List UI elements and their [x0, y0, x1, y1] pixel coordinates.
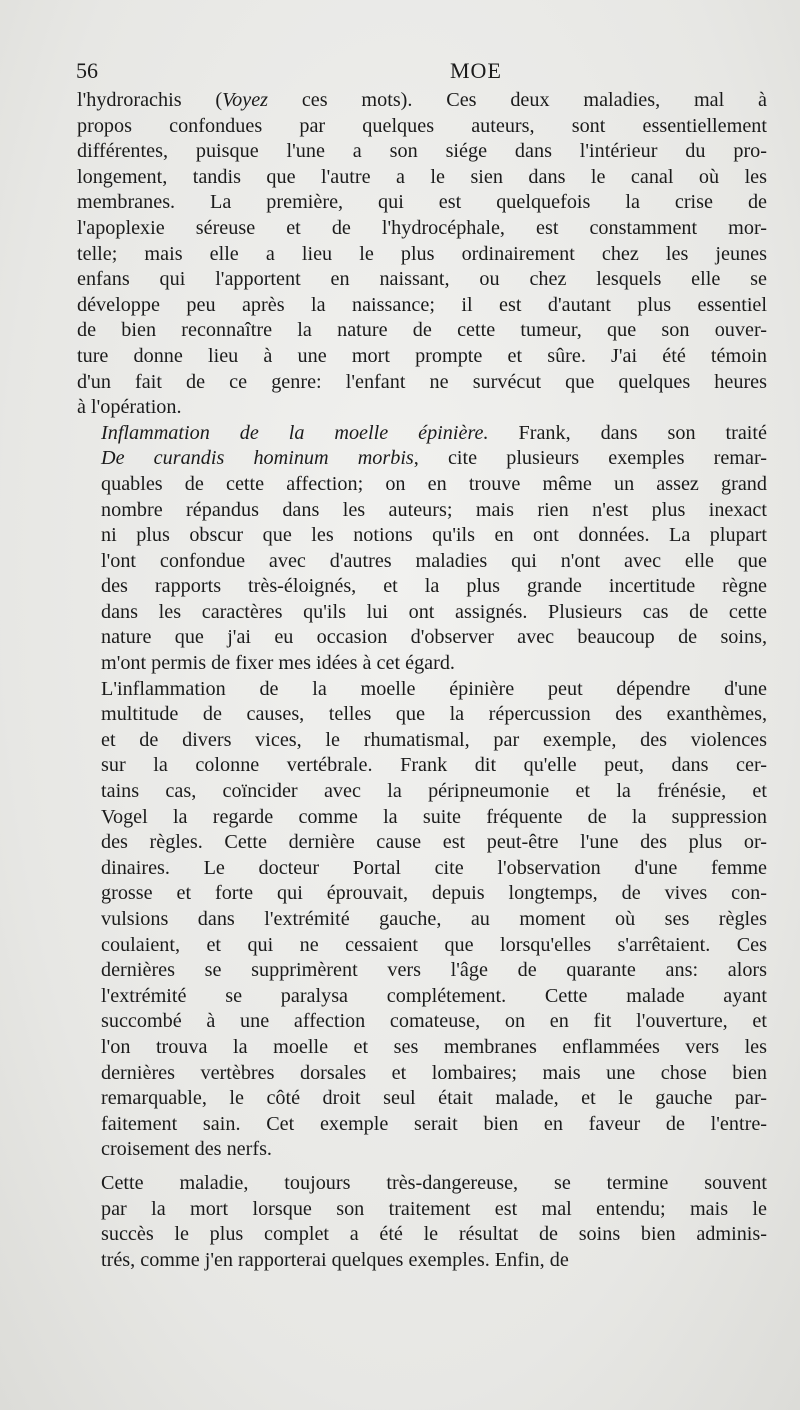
page-header: [76, 58, 760, 88]
text-line: dans les caractères qu'ils lui ont assignés. Plusieurs cas de cette: [101, 600, 767, 623]
text-line: succès le plus complet a été le résultat de soins bien adminis-: [101, 1223, 767, 1246]
text-line: de bien reconnaître la nature de cette tumeur, que son ouver-: [77, 319, 767, 342]
text-line: l'apoplexie séreuse et de l'hydrocéphale, est constamment mor-: [77, 216, 767, 239]
text-line: Vogel la regarde comme la suite fréquente de la suppression: [101, 805, 767, 828]
text-line: dernières se supprimèrent vers l'âge de quarante ans: alors: [101, 959, 767, 982]
text-line: longement, tandis que l'autre a le sien dans le canal où les: [77, 165, 767, 188]
text-line: telle; mais elle a lieu le plus ordinairement chez les jeunes: [77, 242, 767, 265]
text-line: croisement des nerfs.: [101, 1138, 272, 1161]
text-line: coulaient, et qui ne cessaient que lorsqu'elles s'arrêtaient. Ces: [101, 933, 767, 956]
paragraph-inflammation-heading: [77, 421, 767, 677]
text-line: dinaires. Le docteur Portal cite l'observation d'une femme: [101, 856, 767, 879]
paragraph-hydrorachis: [77, 88, 767, 421]
text-line: l'ont confondue avec d'autres maladies qui n'ont avec elle que: [101, 549, 767, 572]
text-line: trés, comme j'en rapporterai quelques exemples. Enfin, de: [101, 1248, 569, 1271]
text-line: succombé à une affection comateuse, on en fit l'ouverture, et: [101, 1010, 767, 1033]
paragraph-causes: [77, 677, 767, 1163]
text-line: développe peu après la naissance; il est d'autant plus essentiel: [77, 293, 767, 316]
text-line: ture donne lieu à une mort prompte et sûre. J'ai été témoin: [77, 344, 767, 367]
text-line: quables de cette affection; on en trouve même un assez grand: [101, 472, 767, 495]
text-line: à l'opération.: [77, 396, 182, 419]
text-line: par la mort lorsque son traitement est mal entendu; mais le: [101, 1197, 767, 1220]
text-line: tains cas, coïncider avec la péripneumonie et la frénésie, et: [101, 780, 767, 803]
paragraph-prognosis: [77, 1171, 767, 1273]
text-line: nombre répandus dans les auteurs; mais rien n'est plus inexact: [101, 498, 767, 521]
text-line: et de divers vices, le rhumatismal, par exemple, des violences: [101, 728, 767, 751]
running-head: MOE: [450, 58, 502, 83]
text-line: multitude de causes, telles que la répercussion des exanthèmes,: [101, 703, 767, 726]
italic-phrase: Voyez: [222, 89, 269, 111]
text-line: grosse et forte qui éprouvait, depuis longtemps, de vives con-: [101, 882, 767, 905]
text-line: des règles. Cette dernière cause est peut-être l'une des plus or-: [101, 831, 767, 854]
text-line: l'extrémité se paralysa complétement. Cette malade ayant: [101, 984, 767, 1007]
text-line: vulsions dans l'extrémité gauche, au moment où ses règles: [101, 908, 767, 930]
body-text: [77, 88, 767, 1273]
text-line: De curandis hominum morbis, cite plusieurs exemples remar-: [101, 447, 767, 470]
text-line: nature que j'ai eu occasion d'observer avec beaucoup de soins,: [101, 626, 767, 649]
text-line: enfans qui l'apportent en naissant, ou chez lesquels elle se: [77, 268, 767, 291]
text-line: d'un fait de ce genre: l'enfant ne survécut que quelques heures: [77, 370, 767, 393]
text-line: faitement sain. Cet exemple serait bien en faveur de l'entre-: [101, 1112, 767, 1135]
page-number: 56: [76, 58, 103, 83]
text-line: propos confondues par quelques auteurs, sont essentiellement: [77, 114, 767, 137]
italic-phrase: Inflammation de la moelle épinière.: [101, 421, 489, 444]
text-line: différentes, puisque l'une a son siége dans l'intérieur du pro-: [77, 140, 767, 163]
text-line: Inflammation de la moelle épinière. Frank, dans son traité: [101, 421, 767, 444]
text-line: des rapports très-éloignés, et la plus grande incertitude règne: [101, 575, 767, 598]
text-line: Cette maladie, toujours très-dangereuse, se termine souvent: [101, 1171, 767, 1194]
text-line: remarquable, le côté droit seul était malade, et le gauche par-: [101, 1087, 767, 1110]
text-line: sur la colonne vertébrale. Frank dit qu'elle peut, dans cer-: [101, 754, 767, 777]
text-line: membranes. La première, qui est quelquefois la crise de: [77, 191, 767, 214]
text-line: L'inflammation de la moelle épinière peut dépendre d'une: [101, 677, 767, 700]
text-line: m'ont permis de fixer mes idées à cet égard.: [101, 652, 455, 675]
text-line: l'hydrorachis (Voyez ces mots). Ces deux maladies, mal à: [77, 89, 767, 111]
text-line: dernières vertèbres dorsales et lombaires; mais une chose bien: [101, 1061, 767, 1084]
text-line: l'on trouva la moelle et ses membranes enflammées vers les: [101, 1035, 767, 1058]
italic-phrase: De curandis hominum morbis: [101, 447, 414, 470]
text-line: ni plus obscur que les notions qu'ils en ont données. La plupart: [101, 524, 767, 547]
